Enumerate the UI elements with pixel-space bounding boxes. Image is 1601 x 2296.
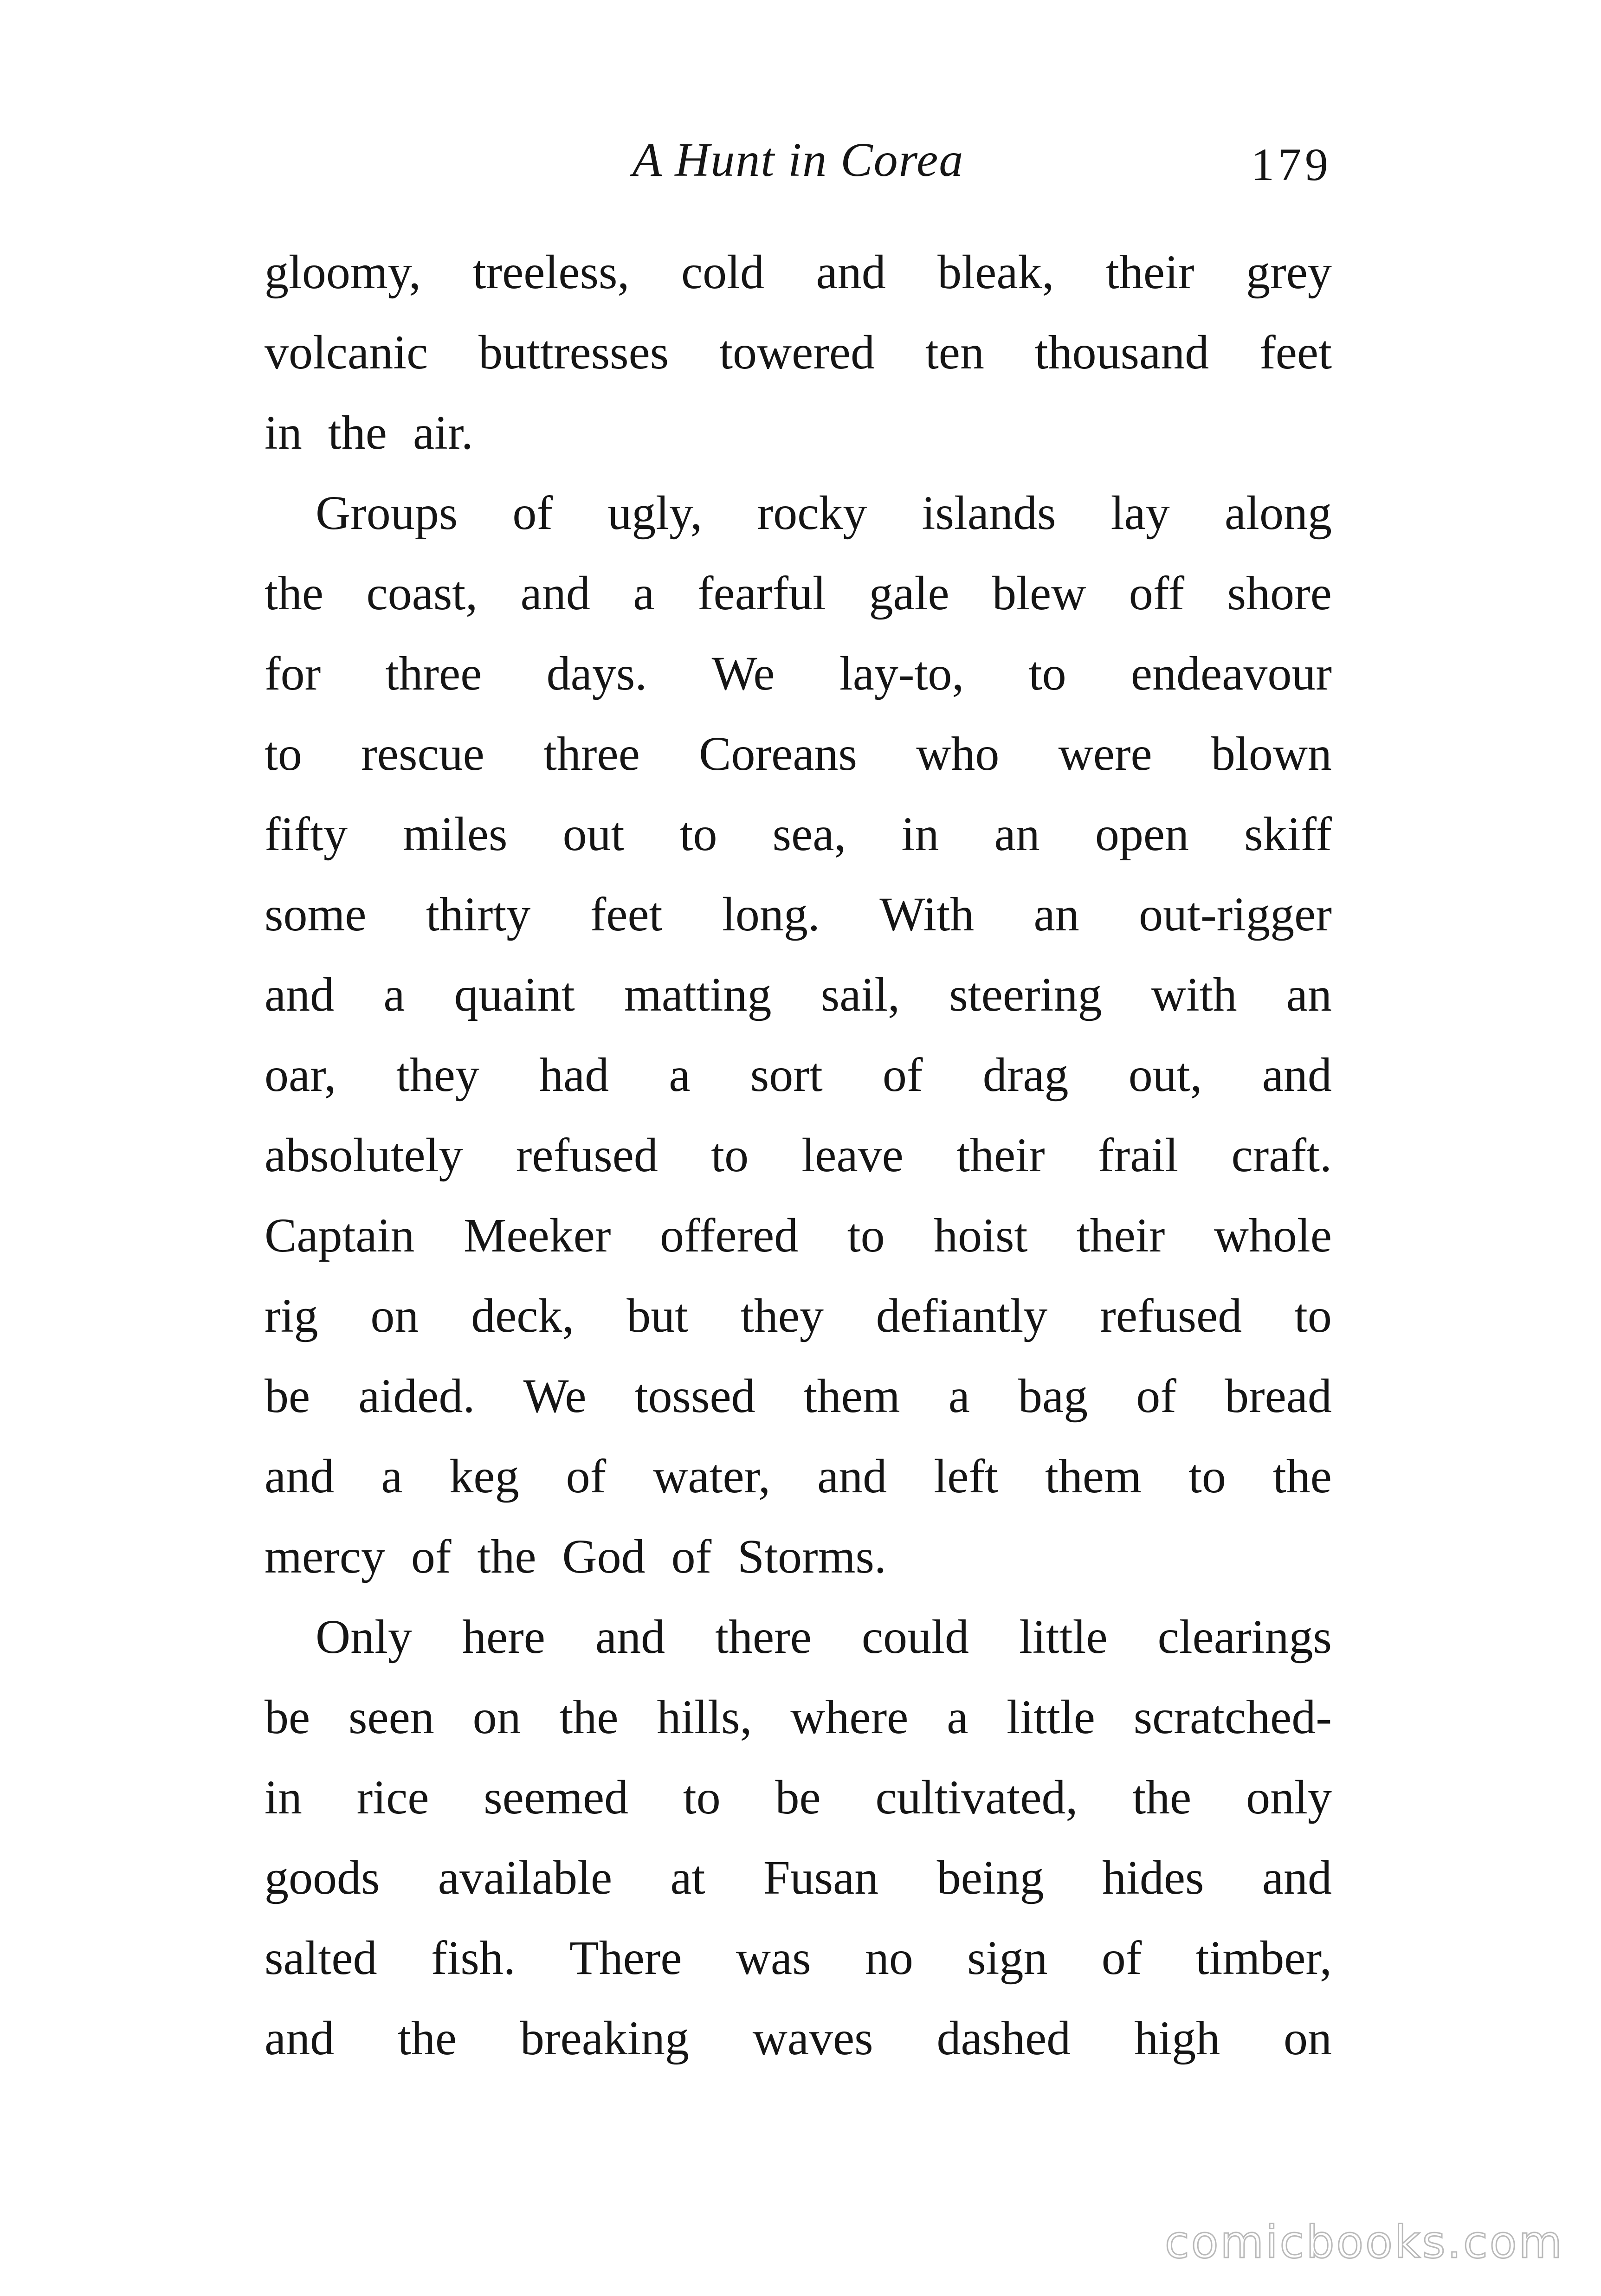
text-line: in the air. <box>265 406 473 459</box>
text-line: to rescue three Coreans who were blown <box>265 727 1332 780</box>
text-line: for three days. We lay-to, to endeavour <box>265 647 1332 700</box>
text-line: be seen on the hills, where a little scratched- <box>265 1690 1332 1744</box>
text-line: and the breaking waves dashed high on <box>265 2012 1332 2065</box>
text-line: Captain Meeker offered to hoist their whole <box>265 1209 1332 1262</box>
paragraph <box>265 473 1332 1597</box>
text-line: in rice seemed to be cultivated, the only <box>265 1771 1332 1824</box>
text-line: gloomy, treeless, cold and bleak, their grey <box>265 245 1332 299</box>
body-text <box>265 232 1332 2078</box>
text-line: fifty miles out to sea, in an open skiff <box>265 807 1332 861</box>
watermark: comicbooks.com <box>1164 2216 1564 2268</box>
page-header <box>265 125 1332 195</box>
text-line: some thirty feet long. With an out-rigger <box>265 888 1332 941</box>
paragraph <box>265 232 1332 473</box>
text-line: and a keg of water, and left them to the <box>265 1450 1332 1503</box>
text-line: Only here and there could little clearings <box>316 1610 1332 1664</box>
text-line: rig on deck, but they defiantly refused to <box>265 1289 1332 1342</box>
text-line: absolutely refused to leave their frail craft. <box>265 1129 1332 1182</box>
paragraph <box>265 1597 1332 2078</box>
text-line: salted fish. There was no sign of timber, <box>265 1931 1332 1985</box>
text-line: mercy of the God of Storms. <box>265 1530 887 1583</box>
text-line: be aided. We tossed them a bag of bread <box>265 1369 1332 1423</box>
text-line: the coast, and a fearful gale blew off shore <box>265 567 1332 620</box>
text-line: oar, they had a sort of drag out, and <box>265 1048 1332 1102</box>
text-line: volcanic buttresses towered ten thousand feet <box>265 326 1332 379</box>
page-number: 179 <box>1251 139 1332 190</box>
text-line: and a quaint matting sail, steering with an <box>265 968 1332 1021</box>
text-line: goods available at Fusan being hides and <box>265 1851 1332 1904</box>
text-line: Groups of ugly, rocky islands lay along <box>316 486 1332 540</box>
running-title: A Hunt in Corea <box>632 133 964 187</box>
